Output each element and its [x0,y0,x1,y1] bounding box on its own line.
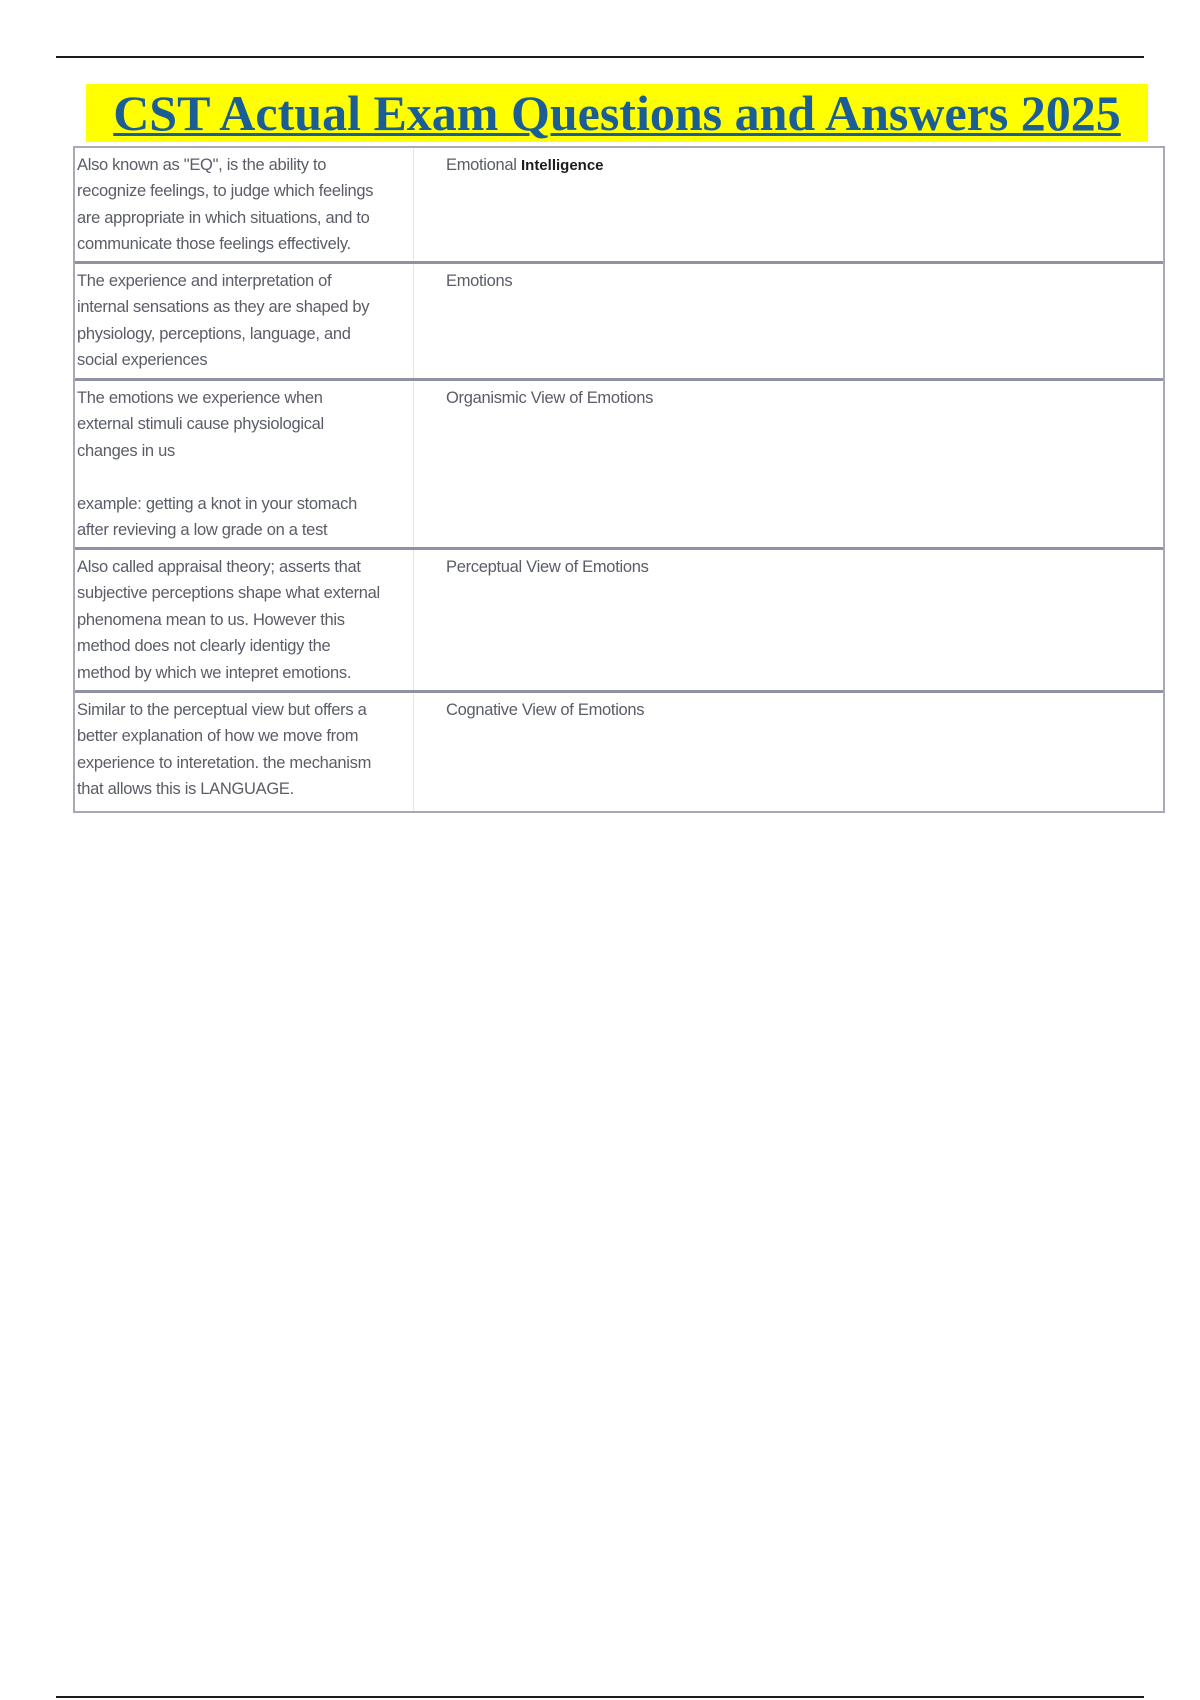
answer-text: Emotional [446,156,517,174]
answer-cell: Emotions [446,272,513,290]
answer-cell: Organismic View of Emotions [446,389,654,407]
table-row [75,693,1163,811]
header-rule [56,56,1144,58]
table-row [75,264,1163,381]
question-cell: Also called appraisal theory; asserts that subjective perceptions shape what external phenomena mean to us. However this method does not clearly identigy the method by which we intepret emotions. [75,550,414,690]
title-highlight [86,84,1148,142]
footer-rule [56,1696,1144,1698]
question-cell: The experience and interpretation of internal sensations as they are shaped by physiology, perceptions, language, and social experiences [75,264,414,378]
question-cell: Similar to the perceptual view but offers a better explanation of how we move from experience to interetation. the mechanism that allows this is LANGUAGE. [75,693,414,811]
qa-table [73,146,1165,813]
question-cell: The emotions we experience when external stimuli cause physiological changes in us example: getting a knot in your stomach after revieving a low grade on a test [75,381,414,547]
answer-cell [414,148,1163,261]
answer-cell: Cognative View of Emotions [446,701,645,719]
page-title: CST Actual Exam Questions and Answers 2025 [113,85,1121,141]
table-row [75,148,1163,264]
answer-cell: Perceptual View of Emotions [446,558,649,576]
table-row [75,550,1163,693]
table-row [75,381,1163,550]
answer-text-bold: Intelligence [520,157,604,174]
question-cell: Also known as "EQ", is the ability to recognize feelings, to judge which feelings are appropriate in which situations, and to communicate those feelings effectively. [75,148,414,261]
